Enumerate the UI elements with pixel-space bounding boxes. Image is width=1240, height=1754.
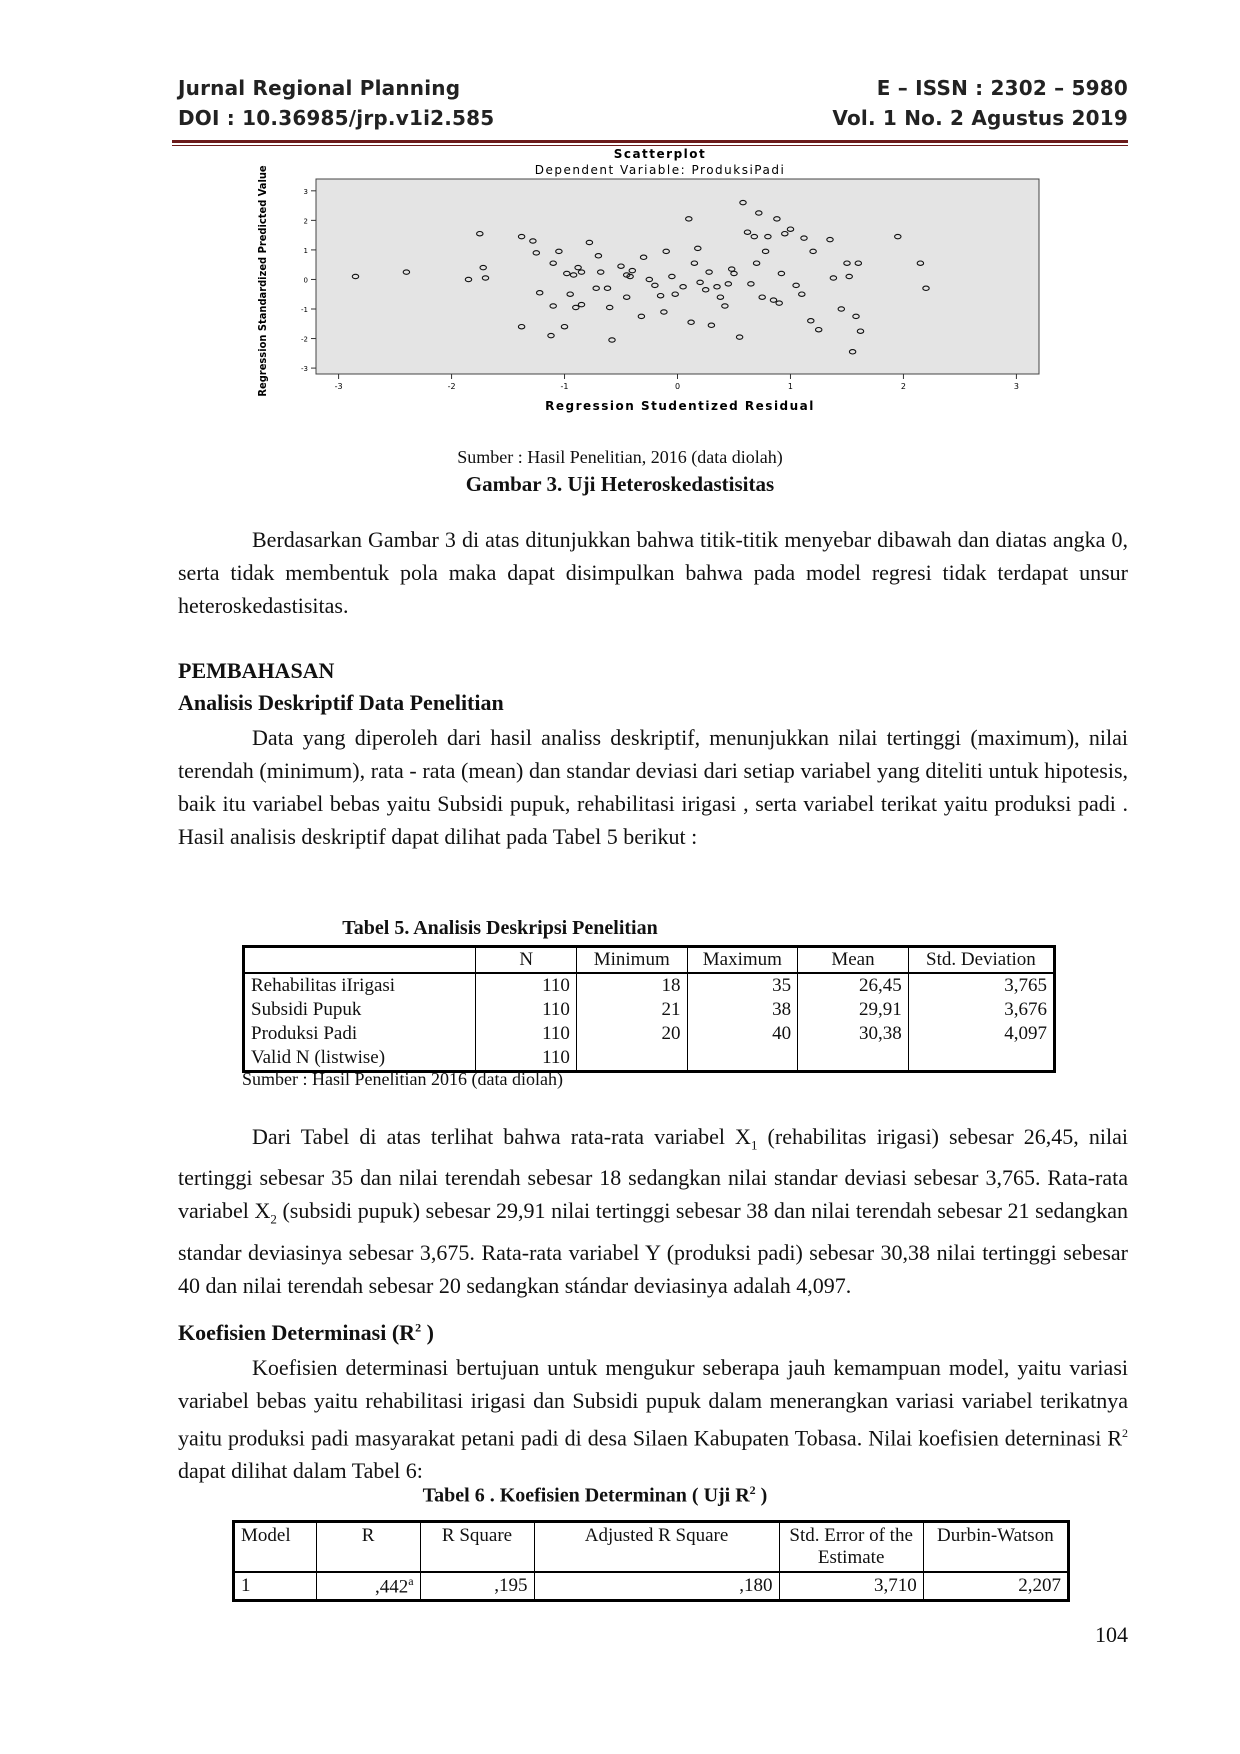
table6-header: Std. Error of the Estimate [779, 1522, 923, 1573]
table-cell: 110 [476, 998, 576, 1022]
y-tick-label: -1 [301, 306, 308, 314]
table6-header: R Square [420, 1522, 534, 1573]
table-cell: Produksi Padi [244, 1022, 476, 1046]
figure-caption: Gambar 3. Uji Heteroskedastisitas [465, 472, 775, 496]
table6-header: Adjusted R Square [534, 1522, 779, 1573]
p3-sub-2: 2 [270, 1211, 277, 1227]
x-tick-label: -3 [334, 382, 343, 391]
plot-area [316, 179, 1039, 374]
y-tick-label: 3 [303, 187, 308, 196]
table-cell [576, 1046, 687, 1072]
scatterplot [250, 147, 1070, 415]
table-cell: 3,676 [908, 998, 1054, 1022]
table-cell: 40 [687, 1022, 798, 1046]
table6-header: Model [234, 1522, 317, 1573]
table5-title: Tabel 5. Analisis Deskripsi Penelitian [342, 917, 658, 939]
table-cell [687, 1046, 798, 1072]
p3-sub-1: 1 [750, 1137, 758, 1153]
page-number: 104 [1095, 1622, 1128, 1647]
y-tick-label: -3 [301, 365, 308, 374]
table-cell: Rehabilitas iIrigasi [244, 973, 476, 998]
paragraph-4 [178, 1351, 1128, 1487]
table-row [234, 1572, 1069, 1601]
table-cell: 38 [687, 998, 798, 1022]
table-cell: Subsidi Pupuk [244, 998, 476, 1022]
table-6 [232, 1520, 1070, 1602]
table5-header: Mean [798, 947, 909, 974]
table5-header: Std. Deviation [908, 947, 1054, 974]
header-rule [172, 140, 1128, 143]
x-ticks [335, 374, 1019, 391]
table-row [244, 973, 1055, 998]
table-cell: 3,710 [779, 1572, 923, 1601]
y-tick-label: 1 [303, 246, 308, 255]
table-cell [798, 1046, 909, 1072]
sub2-close: ) [421, 1320, 434, 1345]
table-row [244, 998, 1055, 1022]
x-axis-label: Regression Studentized Residual [545, 399, 815, 413]
y-axis-label: Regression Standardized Predicted Value [256, 165, 269, 397]
table5-header [244, 947, 476, 974]
t6-title-sup: 2 [749, 1483, 756, 1497]
t6-title-close: ) [755, 1484, 768, 1507]
p4-sup: 2 [1122, 1426, 1128, 1440]
p4-part-a: Koefisien determinasi bertujuan untuk mengukur seberapa jauh kemampuan model, yaitu variasi variabel bebas yaitu rehabilitasi irigasi dan Subsidi pupuk dalam menerangkan variasi variabel terikatnya yaitu produksi padi masyarakat petani padi di desa Silaen Kabupaten Tobasa. Nilai koefisien deterninasi R [178, 1355, 1128, 1451]
table-cell: 110 [476, 1046, 576, 1072]
table6-header: R [316, 1522, 420, 1573]
paragraph-2: Data yang diperoleh dari hasil analiss deskriptif, menunjukkan nilai tertinggi (maximum), nilai terendah (minimum), rata - rata (mean) dan standar deviasi dari setiap variabel yang diteliti untuk hipotesis, baik itu variabel bebas yaitu Subsidi pupuk, rehabilitasi irigasi , serta variabel terikat yaitu produksi padi . Hasil analisis deskriptif dapat dilihat pada Tabel 5 berikut : [178, 725, 1128, 849]
paragraph-3 [178, 1120, 1128, 1302]
x-tick-label: 2 [900, 382, 906, 391]
sub2-text: Koefisien Determinasi (R [178, 1320, 416, 1345]
table-row [244, 1046, 1055, 1072]
table-cell: 2,207 [923, 1572, 1068, 1601]
subsection-heading-2 [178, 1320, 434, 1346]
table-5 [242, 945, 1056, 1073]
table-cell: 21 [576, 998, 687, 1022]
figure-source: Sumber : Hasil Penelitian, 2016 (data diolah) [457, 447, 783, 467]
p3-part-a: Dari Tabel di atas terlihat bahwa rata-rata variabel X [252, 1124, 751, 1149]
table-cell: Valid N (listwise) [244, 1046, 476, 1072]
table6-header: Durbin-Watson [923, 1522, 1068, 1573]
table-cell: 110 [476, 1022, 576, 1046]
p4-part-b: dapat dilihat dalam Tabel 6: [178, 1458, 423, 1484]
chart-subtitle: Dependent Variable: ProduksiPadi [534, 163, 786, 177]
paragraph-1: Berdasarkan Gambar 3 di atas ditunjukkan bahwa titik-titik menyebar dibawah dan diatas angka 0, serta tidak membentuk pola maka dapat disimpulkan bahwa pada model regresi tidak terdapat unsur heteroskedastisitas. [178, 527, 1128, 618]
table5-header: N [476, 947, 576, 974]
header-rule-thin [172, 145, 1128, 146]
table5-header: Minimum [576, 947, 687, 974]
volume: Vol. 1 No. 2 Agustus 2019 [832, 106, 1128, 130]
table-cell: 1 [234, 1572, 317, 1601]
table-cell: 110 [476, 973, 576, 998]
table-cell: 3,765 [908, 973, 1054, 998]
r-sup: a [408, 1573, 414, 1588]
y-tick-label: 2 [303, 217, 308, 226]
journal-name: Jurnal Regional Planning [178, 76, 461, 100]
chart-title: Scatterplot [613, 147, 707, 161]
table-cell: 26,45 [798, 973, 909, 998]
table-cell: 20 [576, 1022, 687, 1046]
doi: DOI : 10.36985/jrp.v1i2.585 [178, 106, 495, 130]
table6-title [0, 1483, 1215, 1508]
table-cell: 35 [687, 973, 798, 998]
table5-header: Maximum [687, 947, 798, 974]
table-row [244, 1022, 1055, 1046]
x-tick-label: 3 [1013, 382, 1019, 391]
sub2-sup: 2 [415, 1320, 422, 1335]
table5-source: Sumber : Hasil Penelitian 2016 (data diolah) [242, 1069, 563, 1089]
table-cell: 18 [576, 973, 687, 998]
p3-part-c: (subsidi pupuk) sebesar 29,91 nilai tertinggi sebesar 38 dan nilai terendah sebesar 21 sedangkan standar deviasinya sebesar 3,675. Rata-rata variabel Y (produksi padi) sebesar 30,38 nilai tertinggi sebesar 40 dan nilai terendah sebesar 20 sedangkan stándar deviasinya adalah 4,097. [178, 1198, 1129, 1298]
table-cell: ,195 [420, 1572, 534, 1601]
table-cell: 4,097 [908, 1022, 1054, 1046]
x-tick-label: -1 [560, 382, 569, 391]
table-cell [316, 1572, 420, 1601]
y-tick-label: 0 [303, 276, 308, 285]
y-tick-label: -2 [301, 335, 308, 344]
table-cell: 29,91 [798, 998, 909, 1022]
p3-part-b: (rehabilitas irigasi) sebesar 26,45, nilai tertinggi sebesar 35 dan nilai terendah sebesar 18 sedangkan nilai standar deviasi sebesar 3,765. Rata-rata variabel X [178, 1124, 1128, 1224]
x-tick-label: 1 [787, 382, 794, 391]
subsection-heading: Analisis Deskriptif Data Penelitian [178, 690, 504, 715]
issn: E – ISSN : 2302 – 5980 [876, 76, 1128, 100]
x-tick-label: -2 [447, 382, 456, 391]
x-tick-label: 0 [674, 382, 681, 391]
section-heading: PEMBAHASAN [178, 658, 335, 683]
table-cell: 30,38 [798, 1022, 909, 1046]
table-cell: ,180 [534, 1572, 779, 1601]
y-ticks [301, 188, 316, 373]
t6-title-text: Tabel 6 . Koefisien Determinan ( Uji R [422, 1484, 750, 1507]
table-cell [908, 1046, 1054, 1072]
r-value: ,442 [374, 1576, 409, 1598]
